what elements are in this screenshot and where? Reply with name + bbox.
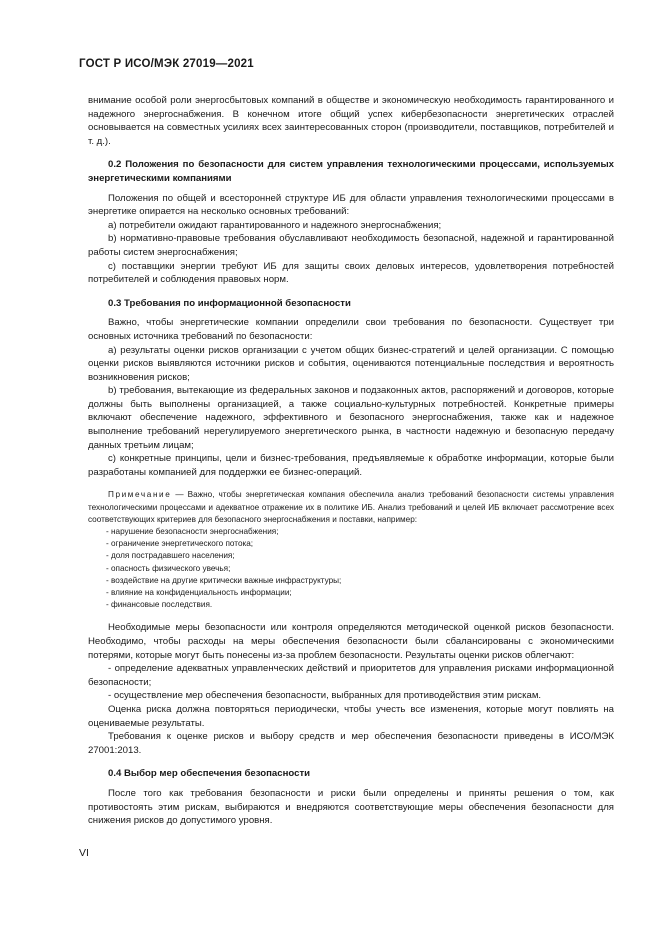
- document-body: [88, 94, 614, 828]
- section-0-3-item-a: а) результаты оценки рисков организации с учетом общих бизнес-стратегий и целей организации. С помощью оценки рисков выявляются источники рисков и события, оцениваются потенциальные последствия и вероятность возникновения рисков;: [88, 344, 614, 383]
- section-0-2-item-a: а) потребители ожидают гарантированного и надежного энергоснабжения;: [108, 219, 442, 231]
- section-0-3-paragraph-2: Необходимые меры безопасности или контроля определяются методической оценкой рисков безопасности. Необходимо, чтобы расходы на меры обеспечения безопасности были сбалансированы с экономическими потерями, которые могут быть понесены из-за проблем безопасности. Результаты оценки рисков облегчают:: [88, 622, 614, 661]
- document-header: ГОСТ Р ИСО/МЭК 27019—2021: [79, 58, 254, 70]
- note-list-item: - влияние на конфиденциальность информации;: [106, 588, 292, 598]
- section-0-2-item-b: b) нормативно-правовые требования обуславливают необходимость безопасной, надежной и гарантированной работы систем энергоснабжения;: [88, 233, 614, 258]
- note-list-item: - финансовые последствия.: [106, 600, 213, 610]
- section-0-3-item-b: b) требования, вытекающие из федеральных законов и подзаконных актов, распоряжений и договоров, которые должны быть выполнены организацией, а также социально-культурных потребностей. Конкретные примеры включают обеспечение надежного, эффективного и безопасного энергоснабжения, также как и надежное выполнение требований нерегулируемого энергетического рынка, в частности надежную и безопасную передачу данных третьим лицам;: [88, 385, 614, 451]
- note-list-item: - ограничение энергетического потока;: [106, 539, 254, 549]
- section-0-3-paragraph-3: Оценка риска должна повторяться периодически, чтобы учесть все изменения, которые могут повлиять на оцениваемые результаты.: [88, 704, 614, 729]
- section-0-3-heading: 0.3 Требования по информационной безопасности: [108, 297, 351, 309]
- page-number: VI: [79, 847, 89, 859]
- note-text: — Важно, чтобы энергетическая компания обеспечила анализ требований безопасности системы управления технологическими процессами и адекватное отражение их в политике ИБ. Анализ требований и целей ИБ включает рассмотрение всех соответствующих критериев для безопасного энергоснабжения и поставки, например:: [88, 490, 614, 524]
- section-0-4-heading: 0.4 Выбор мер обеспечения безопасности: [108, 768, 311, 780]
- section-0-3-paragraph-4: Требования к оценке рисков и выбору средств и мер обеспечения безопасности приведены в ИСО/МЭК 27001:2013.: [88, 731, 614, 756]
- section-0-2-paragraph: Положения по общей и всесторонней структуре ИБ для области управления технологическими процессами в энергетике опирается на несколько основных требований:: [88, 192, 614, 218]
- note-list-item: - воздействие на другие критически важные инфраструктуры;: [106, 575, 342, 585]
- section-0-3-dash-item-2: - осуществление мер обеспечения безопасности, выбранных для противодействия этим рискам.: [108, 690, 542, 702]
- section-0-2-item-c: с) поставщики энергии требуют ИБ для защиты своих деловых интересов, удовлетворения потребностей потребителей и соблюдения правовых норм.: [88, 260, 614, 286]
- section-0-3-dash-item-1: - определение адекватных управленческих действий и приоритетов для управления рисками информационной безопасности;: [88, 663, 614, 688]
- section-0-3-item-c: с) конкретные принципы, цели и бизнес-требования, предъявляемые к обработке информации, которые были разработаны компанией для поддержки ее бизнес-операций.: [88, 453, 614, 478]
- section-0-4-paragraph: После того как требования безопасности и риски были определены и приняты решения о том, как противостоять этим рискам, выбираются и внедряются соответствующие меры обеспечения безопасности для снижения рисков до допустимого уровня.: [88, 788, 614, 827]
- note-list: [88, 526, 614, 611]
- note-list-item: - нарушение безопасности энергоснабжения;: [106, 527, 279, 537]
- note-paragraph: [88, 489, 614, 526]
- intro-paragraph: внимание особой роли энергосбытовых компаний в обществе и экономическую необходимость гарантированного и надежного энергоснабжения. В конечном итоге общий успех кибербезопасности энергетических отраслей основывается на совместных усилиях всех заинтересованных сторон (производители, поставщиков, потребителей и т. д.).: [88, 95, 614, 147]
- section-0-3-paragraph: Важно, чтобы энергетические компании определили свои требования по безопасности. Существует три основных источника требований по безопасности:: [88, 317, 614, 342]
- note-label: Примечание: [108, 490, 172, 500]
- note-list-item: - опасность физического увечья;: [106, 563, 231, 573]
- section-0-2-heading: 0.2 Положения по безопасности для систем управления технологическими процессами, используемых энергетическими компаниями: [88, 159, 614, 184]
- note-list-item: - доля пострадавшего населения;: [106, 551, 235, 561]
